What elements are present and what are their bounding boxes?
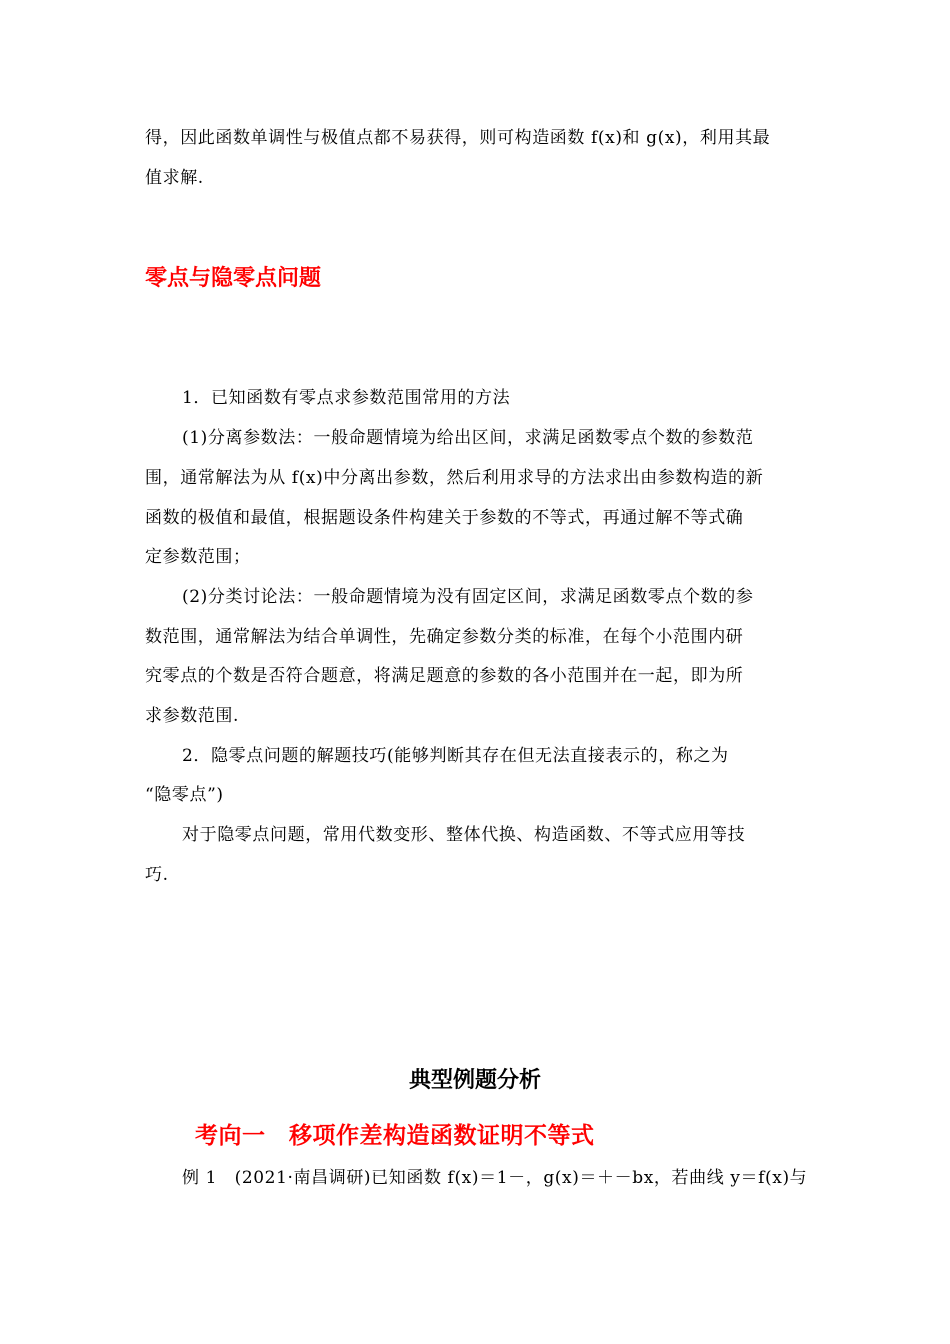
direction-title: 考向一 移项作差构造函数证明不等式 — [195, 1123, 595, 1149]
section-title: 零点与隐零点问题 — [145, 266, 322, 291]
paragraph-line: 求参数范围. — [145, 706, 240, 726]
paragraph-line: 对于隐零点问题，常用代数变形、整体代换、构造函数、不等式应用等技 — [182, 825, 746, 845]
paragraph-line: 1．已知函数有零点求参数范围常用的方法 — [182, 388, 511, 408]
intro-line-1: 得，因此函数单调性与极值点都不易获得，则可构造函数 f(x)和 g(x)，利用其最 — [145, 128, 771, 148]
paragraph-line: (2)分类讨论法：一般命题情境为没有固定区间，求满足函数零点个数的参 — [182, 587, 754, 607]
paragraph-line: 围，通常解法为从 f(x)中分离出参数，然后利用求导的方法求出由参数构造的新 — [145, 468, 764, 488]
examples-title: 典型例题分析 — [408, 1068, 541, 1093]
paragraph-line: 数范围，通常解法为结合单调性，先确定参数分类的标准，在每个小范围内研 — [145, 627, 744, 647]
paragraph-line: (1)分离参数法：一般命题情境为给出区间，求满足函数零点个数的参数范 — [182, 428, 754, 448]
paragraph-line: 定参数范围； — [145, 547, 251, 567]
paragraph-line: 究零点的个数是否符合题意，将满足题意的参数的各小范围并在一起，即为所 — [145, 666, 744, 686]
paragraph-line: 2．隐零点问题的解题技巧(能够判断其存在但无法直接表示的，称之为 — [182, 746, 729, 766]
example-1-text: 例 1 (2021·南昌调研)已知函数 f(x)＝1－，g(x)＝＋－bx，若曲线 y＝f(x)与 — [182, 1168, 808, 1188]
intro-line-2: 值求解. — [145, 168, 204, 188]
paragraph-line: 函数的极值和最值，根据题设条件构建关于参数的不等式，再通过解不等式确 — [145, 508, 744, 528]
paragraph-line: 巧. — [145, 865, 169, 885]
paragraph-line: “隐零点”) — [145, 785, 224, 805]
